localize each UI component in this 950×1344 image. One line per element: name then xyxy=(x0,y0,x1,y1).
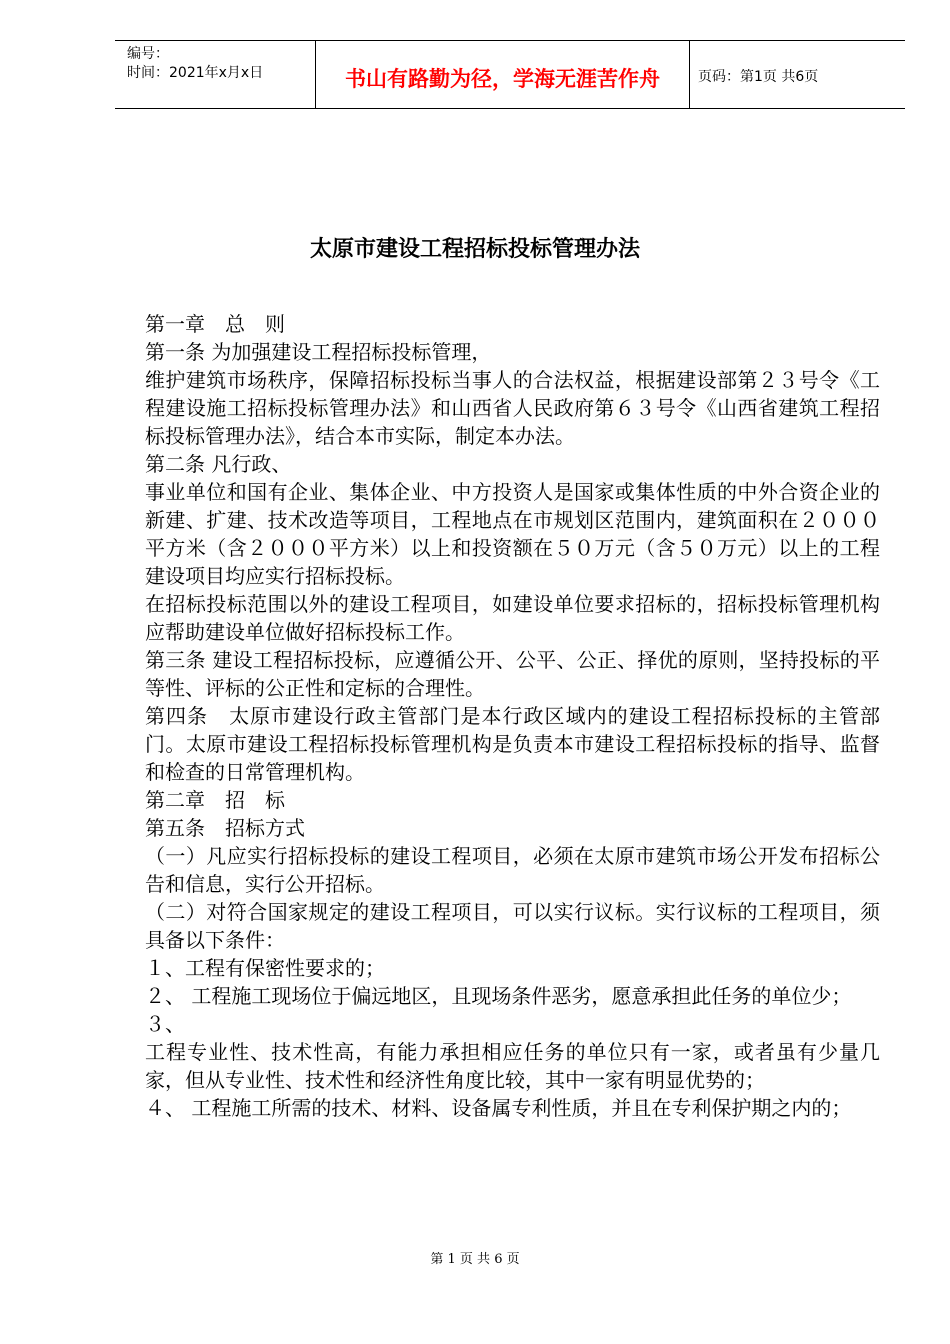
header-page-cell xyxy=(690,41,905,108)
list-item: ３、 xyxy=(145,1012,185,1036)
document-header-table xyxy=(115,40,905,109)
list-item: ４、 工程施工所需的技术、材料、设备属专利性质，并且在专利保护期之内的； xyxy=(145,1096,852,1120)
header-meta-cell xyxy=(115,41,316,108)
header-motto-cell xyxy=(316,41,690,108)
list-item: ２、 工程施工现场位于偏远地区，且现场条件恶劣，愿意承担此任务的单位少； xyxy=(145,984,852,1008)
article-paragraph: （二）对符合国家规定的建设工程项目，可以实行议标。实行议标的工程项目，须具备以下条件： xyxy=(145,900,880,952)
chapter-heading: 第一章 总 则 xyxy=(145,312,285,336)
article-paragraph: 在招标投标范围以外的建设工程项目，如建设单位要求招标的，招标投标管理机构应帮助建设单位做好招标投标工作。 xyxy=(145,592,880,644)
chapter-heading: 第二章 招 标 xyxy=(145,788,285,812)
page-footer: 第 1 页 共 6 页 xyxy=(430,1252,520,1267)
document-body xyxy=(145,310,880,1122)
document-title: 太原市建设工程招标投标管理办法 xyxy=(309,237,640,262)
article-paragraph: 第一条 为加强建设工程招标投标管理， xyxy=(145,340,492,364)
document-time-label: 时间：2021年x月x日 xyxy=(127,65,264,81)
article-paragraph: 第二条 凡行政、 xyxy=(145,452,292,476)
article-paragraph: 第三条 建设工程招标投标，应遵循公开、公平、公正、择优的原则，坚持投标的平等性、评标的公正性和定标的合理性。 xyxy=(145,648,880,700)
header-page-info: 页码：第1页 共6页 xyxy=(698,69,819,85)
article-paragraph: （一）凡应实行招标投标的建设工程项目，必须在太原市建筑市场公开发布招标公告和信息，实行公开招标。 xyxy=(145,844,880,896)
list-item: １、工程有保密性要求的； xyxy=(145,956,385,980)
article-paragraph: 第四条 太原市建设行政主管部门是本行政区域内的建设工程招标投标的主管部门。太原市建设工程招标投标管理机构是负责本市建设工程招标投标的指导、监督和检查的日常管理机构。 xyxy=(145,704,880,784)
header-motto: 书山有路勤为径，学海无涯苦作舟 xyxy=(345,66,660,91)
article-paragraph: 第五条 招标方式 xyxy=(145,816,305,840)
article-paragraph: 事业单位和国有企业、集体企业、中方投资人是国家或集体性质的中外合资企业的新建、扩建、技术改造等项目，工程地点在市规划区范围内，建筑面积在２０００平方米（含２０００平方米）以上和投资额在５０万元（含５０万元）以上的工程建设项目均应实行招标投标。 xyxy=(145,480,880,588)
list-item: 工程专业性、技术性高，有能力承担相应任务的单位只有一家，或者虽有少量几家，但从专业性、技术性和经济性角度比较，其中一家有明显优势的； xyxy=(145,1040,880,1092)
article-paragraph: 维护建筑市场秩序，保障招标投标当事人的合法权益，根据建设部第２３号令《工程建设施工招标投标管理办法》和山西省人民政府第６３号令《山西省建筑工程招标投标管理办法》，结合本市实际，制定本办法。 xyxy=(145,368,880,448)
document-number-label: 编号： xyxy=(127,46,169,62)
